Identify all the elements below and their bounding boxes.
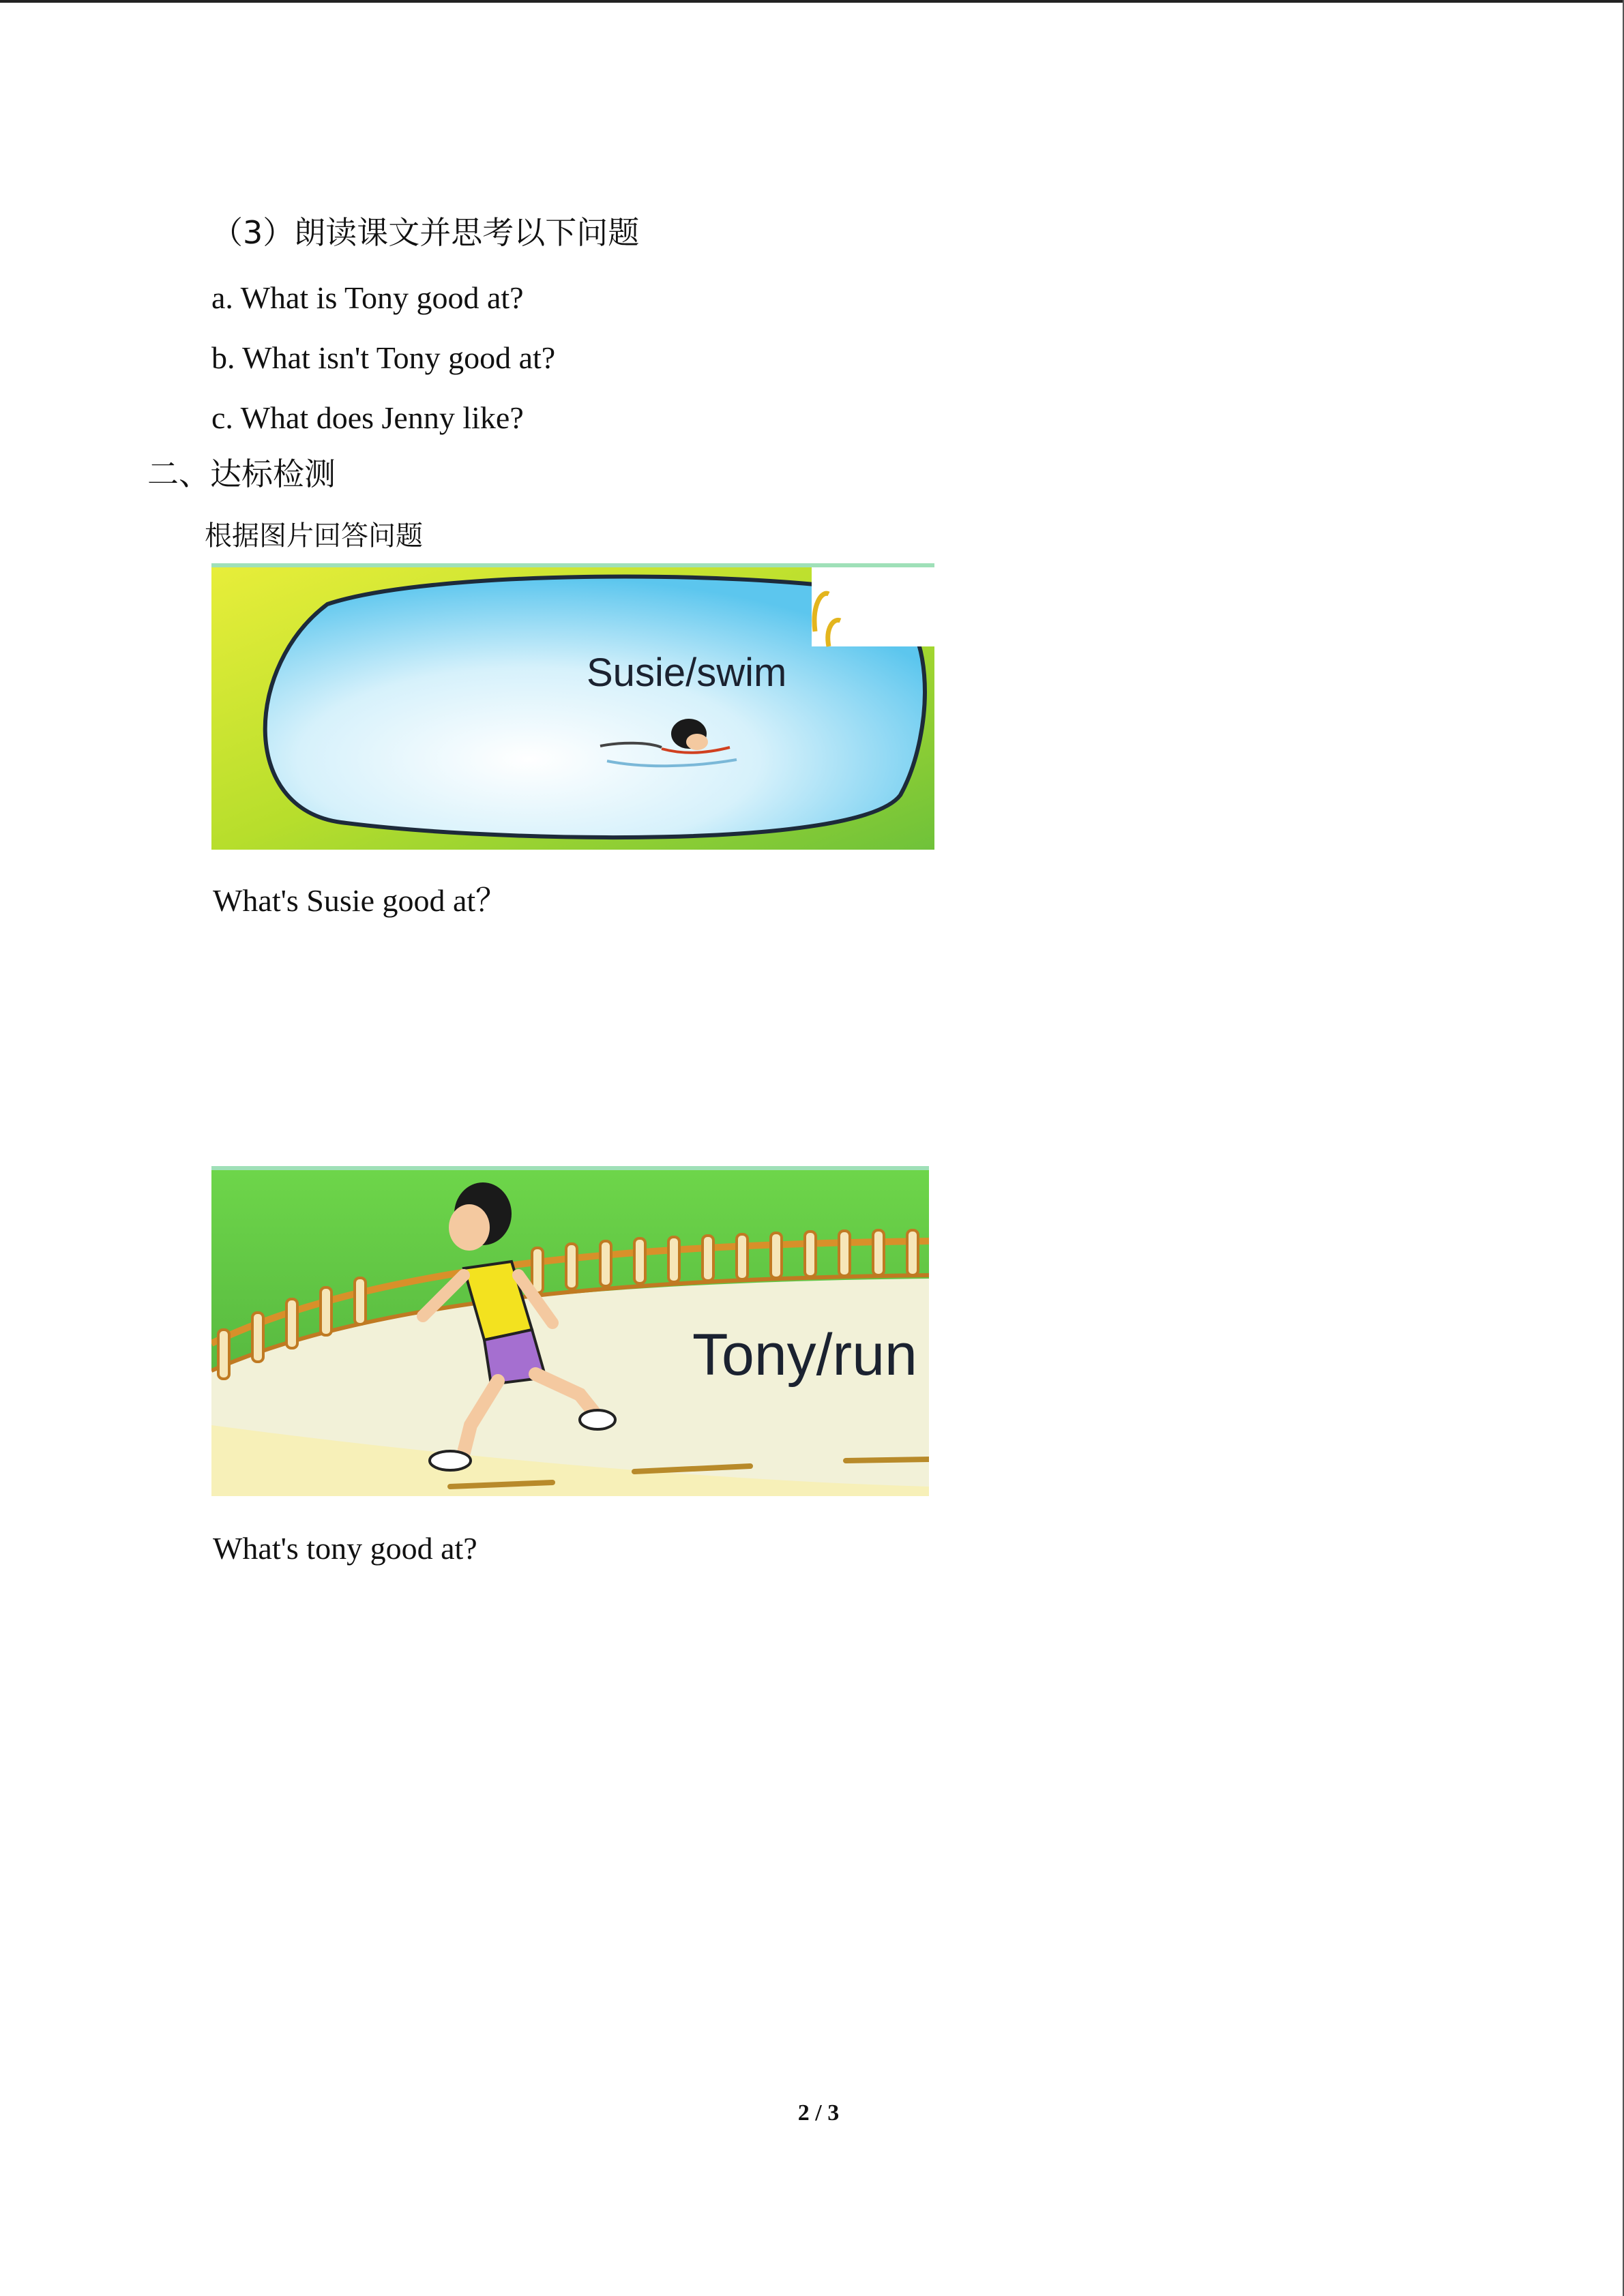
page-top-border — [0, 0, 1624, 3]
picture2-caption: Tony/run — [692, 1322, 917, 1388]
picture1-caption: Susie/swim — [587, 651, 787, 695]
picture1-question: What's Susie good at？ — [213, 883, 507, 918]
page-number: 2 / 3 — [797, 2100, 840, 2126]
instruction-text: 根据图片回答问题 — [205, 520, 423, 552]
section2-heading: 二、达标检测 — [147, 456, 336, 492]
running-track-picture — [211, 1166, 929, 1496]
picture2-question: What's tony good at? — [213, 1531, 477, 1566]
swimming-pool-picture — [211, 563, 934, 850]
question-a: a. What is Tony good at? — [211, 280, 524, 315]
item3-heading: （3）朗读课文并思考以下问题 — [211, 214, 640, 251]
question-b: b. What isn't Tony good at? — [211, 340, 556, 375]
question-c: c. What does Jenny like? — [211, 400, 524, 435]
